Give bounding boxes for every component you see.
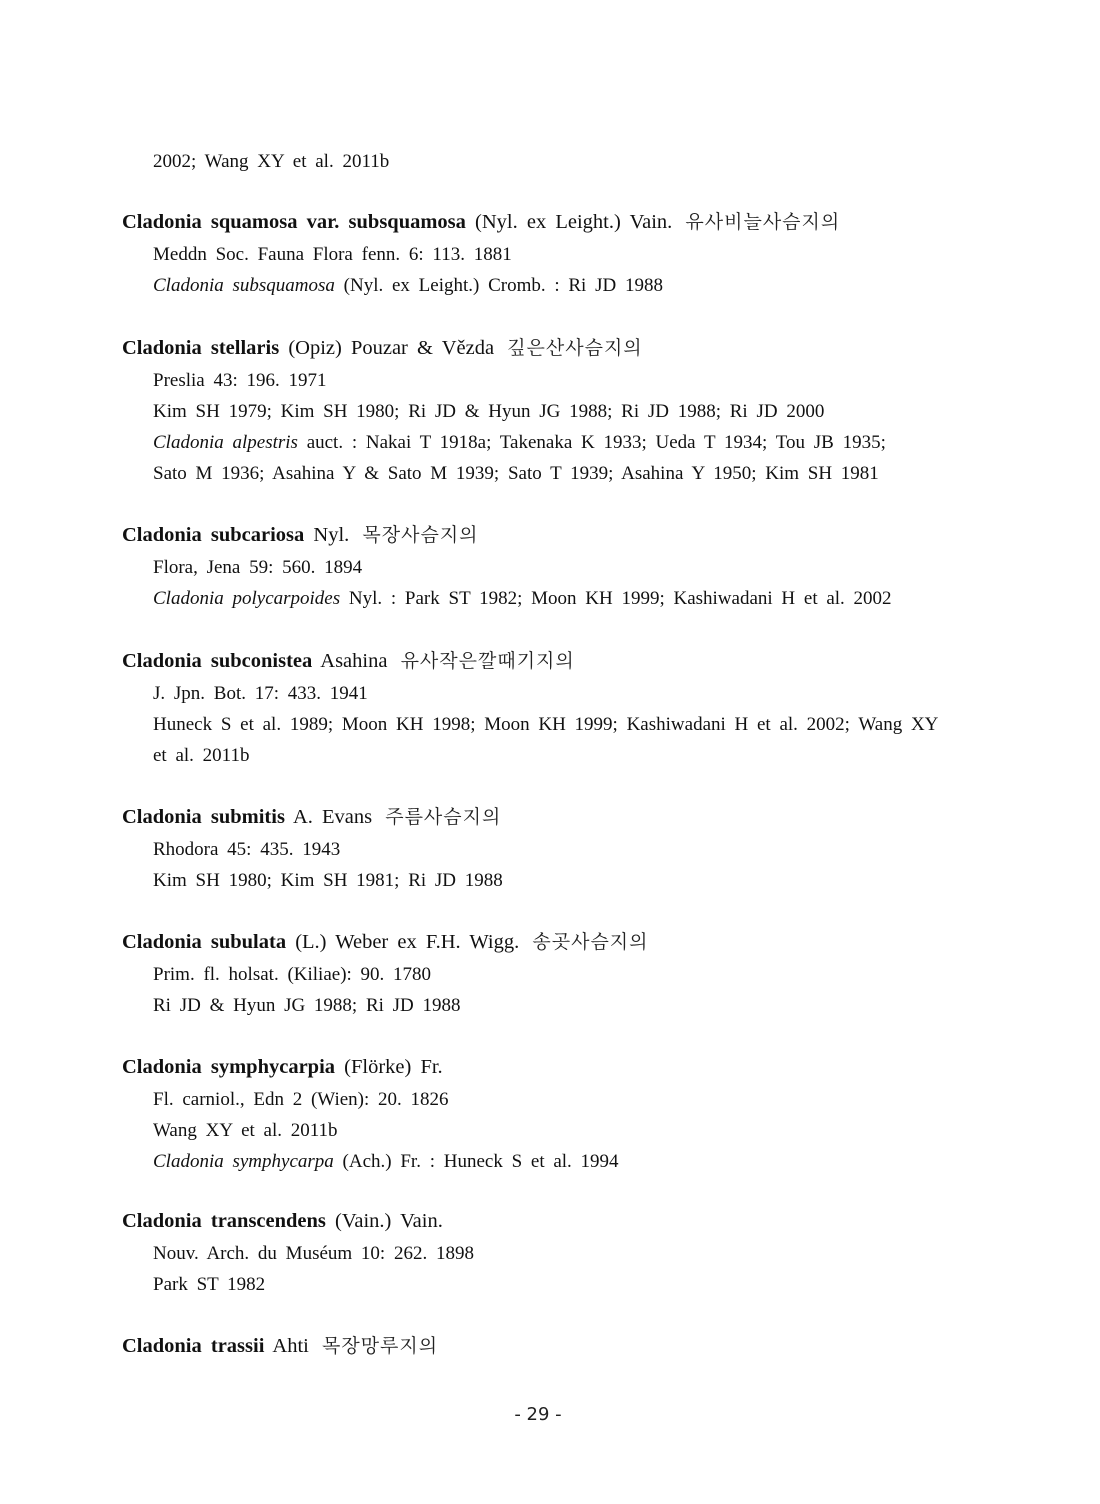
korean-name: 깊은산사슴지의 [507,337,643,359]
species-author: (L.) Weber ex F.H. Wigg. [295,931,520,953]
entry-heading [122,1052,972,1082]
species-name: Cladonia trassii [122,1335,265,1357]
publication: Meddn Soc. Fauna Flora fenn. 6: 113. 1881 [153,244,512,265]
species-name: Cladonia squamosa var. subsquamosa [122,211,466,233]
species-entry-submitis [122,802,972,896]
species-name: Cladonia transcendens [122,1210,326,1232]
species-entry-subulata [122,927,972,1021]
korean-name: 목장망루지의 [321,1335,439,1357]
species-entry-subconistea [122,646,972,771]
publication: Prim. fl. holsat. (Kiliae): 90. 1780 [153,964,432,985]
species-entry-stellaris [122,333,972,489]
species-entry-symphycarpia [122,1052,972,1177]
korean-name: 주름사슴지의 [385,806,502,828]
korean-name: 유사작은깔때기지의 [400,650,575,672]
synonym-name: Cladonia alpestris [153,432,298,453]
synonym [153,270,972,301]
synonym [153,427,972,458]
publication: Preslia 43: 196. 1971 [153,370,327,391]
species-entry-trassii [122,1331,972,1363]
species-entry-transcendens [122,1206,972,1300]
species-name: Cladonia symphycarpia [122,1056,336,1078]
synonym-name: Cladonia subsquamosa [153,275,335,296]
species-name: Cladonia stellaris [122,337,280,359]
publication: Rhodora 45: 435. 1943 [153,839,341,860]
synonym-refs: Nyl. : Park ST 1982; Moon KH 1999; Kashiwadani H et al. 2002 [348,588,892,609]
species-name: Cladonia submitis [122,806,285,828]
synonym-name: Cladonia symphycarpa [153,1151,334,1172]
page-number: - 29 - [514,1404,562,1425]
references: Huneck S et al. 1989; Moon KH 1998; Moon KH 1999; Kashiwadani H et al. 2002; Wang XY et al. 2011b [153,714,938,766]
species-name: Cladonia subconistea [122,650,313,672]
synonym-name: Cladonia polycarpoides [153,588,341,609]
publication: Flora, Jena 59: 560. 1894 [153,557,363,578]
species-author: Nyl. [313,524,350,546]
entry-heading [122,1331,972,1361]
species-author: Asahina [320,650,388,672]
synonym [153,583,972,614]
synonym-refs: (Nyl. ex Leight.) Cromb. : Ri JD 1988 [343,275,663,296]
species-entry-subcariosa [122,520,972,614]
species-author: A. Evans [292,806,373,828]
references: Wang XY et al. 2011b [153,1120,338,1141]
korean-name: 유사비늘사슴지의 [685,211,841,233]
synonym-refs: auct. : Nakai T 1918a; Takenaka K 1933; Ueda T 1934; Tou JB 1935; [306,432,886,453]
publication: J. Jpn. Bot. 17: 433. 1941 [153,683,368,704]
species-entry-squamosa-subsquamosa [122,207,972,301]
references: Kim SH 1980; Kim SH 1981; Ri JD 1988 [153,870,503,891]
species-name: Cladonia subcariosa [122,524,305,546]
species-author: (Flörke) Fr. [344,1056,443,1078]
korean-name: 송곳사슴지의 [532,931,649,953]
entry-heading [122,646,972,676]
korean-name: 목장사슴지의 [362,524,479,546]
references: Ri JD & Hyun JG 1988; Ri JD 1988 [153,995,461,1016]
publication: Nouv. Arch. du Muséum 10: 262. 1898 [153,1243,474,1264]
entry-heading [122,1206,972,1236]
entry-heading [122,927,972,957]
synonym [153,1146,972,1177]
entry-heading [122,802,972,832]
entry-heading [122,207,972,237]
publication: Fl. carniol., Edn 2 (Wien): 20. 1826 [153,1089,449,1110]
species-name: Cladonia subulata [122,931,287,953]
references: Park ST 1982 [153,1274,266,1295]
entry-heading [122,520,972,550]
references: Kim SH 1979; Kim SH 1980; Ri JD & Hyun JG 1988; Ri JD 1988; Ri JD 2000 [153,401,825,422]
species-author: (Vain.) Vain. [335,1210,443,1232]
continuation-text: 2002; Wang XY et al. 2011b [153,151,390,172]
synonym-refs-continued: Sato M 1936; Asahina Y & Sato M 1939; Sato T 1939; Asahina Y 1950; Kim SH 1981 [153,463,879,484]
species-author: (Opiz) Pouzar & Vězda [288,337,495,359]
species-author: (Nyl. ex Leight.) Vain. [475,211,673,233]
entry-heading [122,333,972,363]
synonym-refs: (Ach.) Fr. : Huneck S et al. 1994 [342,1151,619,1172]
species-author: Ahti [272,1335,309,1357]
